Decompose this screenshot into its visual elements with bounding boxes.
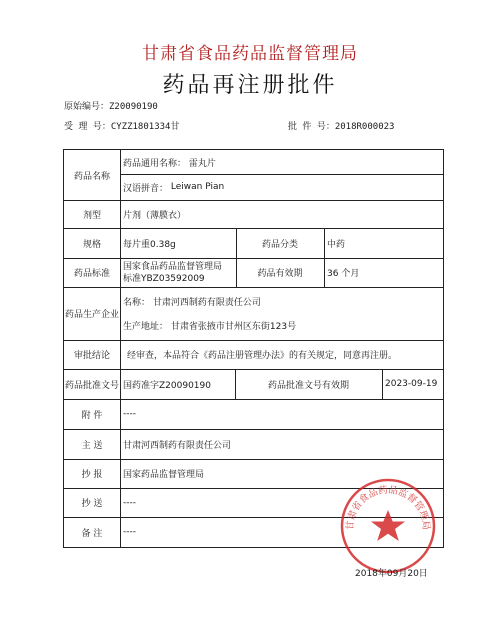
- acceptance-number: [64, 119, 179, 132]
- remark-label: 备 注: [81, 528, 103, 539]
- cc-label: 抄 报: [81, 470, 103, 480]
- approval-doc-validity-label: 药品批准文号有效期: [267, 380, 349, 391]
- standard-line-1: 国家食品药品监督管理局: [123, 261, 223, 272]
- address-label: 生产地址：: [123, 321, 169, 332]
- remark-value: ----: [123, 527, 136, 537]
- manufacturer-name: [120, 290, 443, 312]
- standard-line-2: 标准YBZ03592009: [123, 273, 205, 284]
- category-label: 药品分类: [261, 239, 298, 250]
- original-number-value: Z20090190: [109, 102, 158, 112]
- generic-name-label: 药品通用名称：: [123, 158, 187, 169]
- approval-doc-value: 国药准字Z20090190: [123, 380, 211, 391]
- validity-value: 36 个月: [327, 269, 360, 279]
- manufacturer-name-label: 名称：: [123, 297, 151, 308]
- address-value: 甘肃省张掖市甘州区东街123号: [170, 321, 297, 332]
- standard-value: [120, 258, 236, 287]
- spec-label: 规格: [82, 239, 101, 250]
- spec-value: 每片重0.38g: [123, 239, 176, 250]
- dosage-form-label: 剂型: [82, 210, 101, 221]
- acceptance-number-label: 受 理 号：: [64, 122, 111, 132]
- copy-label: 抄 送: [81, 499, 103, 509]
- generic-name: [120, 150, 443, 174]
- validity-label: 药品有效期: [257, 269, 303, 279]
- copy-value: ----: [123, 497, 136, 508]
- original-number-label: 原始编号：: [64, 102, 110, 112]
- pinyin-label: 汉语拼音：: [123, 183, 169, 194]
- main-send-value: 甘肃河西制药有限责任公司: [123, 440, 232, 451]
- approval-number: [288, 119, 394, 132]
- approval-doc-validity-value: 2023-09-19: [385, 379, 438, 389]
- generic-name-value: 雷丸片: [188, 158, 216, 169]
- category-value: 中药: [327, 239, 346, 250]
- acceptance-number-value: CYZZ1801334甘: [110, 122, 180, 132]
- document-title: 药品再注册批件: [162, 73, 338, 98]
- manufacturer-name-value: 甘肃河西制药有限责任公司: [152, 297, 261, 308]
- drug-name-label: 药品名称: [73, 171, 110, 182]
- pinyin-value: Leiwan Pian: [170, 182, 225, 192]
- issue-date: 2018年09月20日: [355, 569, 428, 579]
- standard-label: 药品标准: [73, 269, 110, 279]
- approval-number-label: 批 件 号：: [288, 122, 335, 132]
- conclusion-label: 审批结论: [73, 351, 110, 361]
- cc-value: 国家药品监督管理局: [123, 470, 205, 480]
- conclusion-value: 经审查，本品符合《药品注册管理办法》的有关规定，同意再注册。: [127, 351, 398, 361]
- manufacturer-address: [120, 313, 443, 337]
- approval-doc-label: 药品批准文号: [64, 380, 119, 391]
- attachment-value: ----: [123, 409, 136, 419]
- pinyin-name: [120, 174, 443, 200]
- approval-number-value: 2018R000023: [334, 122, 395, 132]
- seal-text: 甘肃省食品药品监督管理局: [344, 484, 432, 531]
- main-send-label: 主 送: [81, 440, 103, 451]
- issuing-authority: 甘肃省食品药品监督管理局: [142, 44, 358, 64]
- manufacturer-label: 药品生产企业: [64, 310, 119, 320]
- seal-star-icon: [371, 510, 405, 541]
- attachment-label: 附 件: [81, 410, 103, 421]
- official-seal: [338, 476, 438, 576]
- original-number: [64, 99, 158, 112]
- dosage-form-value: 片剂（薄膜衣）: [123, 210, 187, 221]
